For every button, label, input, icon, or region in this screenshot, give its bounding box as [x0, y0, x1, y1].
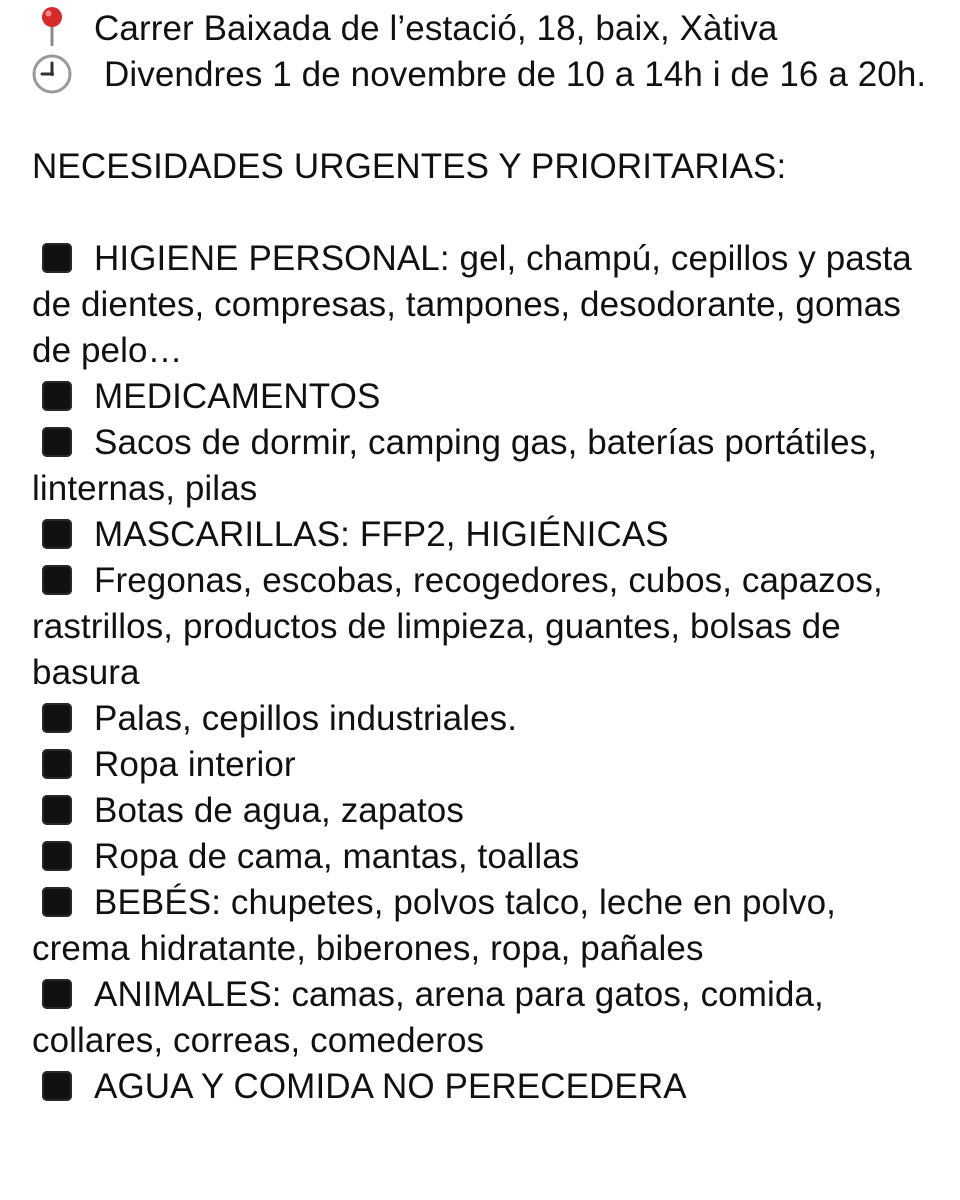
spacer: [32, 190, 932, 236]
list-item: [32, 558, 932, 696]
list-item: [32, 880, 932, 972]
list-item: [32, 742, 932, 788]
list-item-text: AGUA Y COMIDA NO PERECEDERA: [94, 1067, 687, 1106]
list-item-text: Fregonas, escobas, recogedores, cubos, capazos, rastrillos, productos de limpieza, guantes, bolsas de basura: [32, 561, 893, 692]
list-item-text: MASCARILLAS: FFP2, HIGIÉNICAS: [94, 515, 669, 554]
list-item: [32, 696, 932, 742]
black-square-icon: [42, 703, 72, 733]
round-pushpin-icon: [32, 6, 72, 46]
black-square-icon: [42, 887, 72, 917]
list-item-text: Ropa de cama, mantas, toallas: [94, 837, 580, 876]
black-square-icon: [42, 243, 72, 273]
section-heading: NECESIDADES URGENTES Y PRIORITARIAS:: [32, 147, 787, 186]
address-line: [32, 6, 932, 52]
list-item-text: Botas de agua, zapatos: [94, 791, 464, 830]
list-item: [32, 236, 932, 374]
black-square-icon: [42, 749, 72, 779]
list-item: [32, 788, 932, 834]
spacer: [32, 98, 932, 144]
list-item: [32, 1064, 932, 1110]
list-item-text: HIGIENE PERSONAL: gel, champú, cepillos y pasta de dientes, compresas, tampones, desodorante, gomas de pelo…: [32, 239, 922, 370]
list-item: [32, 512, 932, 558]
hours-text: Divendres 1 de novembre de 10 a 14h i de 16 a 20h.: [104, 55, 927, 94]
black-square-icon: [42, 565, 72, 595]
hours-line: [32, 52, 932, 98]
black-square-icon: [42, 427, 72, 457]
list-item-text: Palas, cepillos industriales.: [94, 699, 518, 738]
black-square-icon: [42, 979, 72, 1009]
list-item-text: Sacos de dormir, camping gas, baterías portátiles, linternas, pilas: [32, 423, 887, 508]
note-text: [32, 6, 932, 1110]
list-item-text: Ropa interior: [94, 745, 296, 784]
list-item-text: ANIMALES: camas, arena para gatos, comida, collares, correas, comederos: [32, 975, 834, 1060]
black-square-icon: [42, 1071, 72, 1101]
clock-icon: [32, 54, 72, 94]
list-item: [32, 972, 932, 1064]
black-square-icon: [42, 795, 72, 825]
address-text: Carrer Baixada de l’estació, 18, baix, Xàtiva: [94, 9, 778, 48]
list-item: [32, 374, 932, 420]
black-square-icon: [42, 381, 72, 411]
list-item: [32, 420, 932, 512]
list-item: [32, 834, 932, 880]
list-item-text: MEDICAMENTOS: [94, 377, 381, 416]
list-item-text: BEBÉS: chupetes, polvos talco, leche en polvo, crema hidratante, biberones, ropa, pañales: [32, 883, 846, 968]
black-square-icon: [42, 841, 72, 871]
black-square-icon: [42, 519, 72, 549]
